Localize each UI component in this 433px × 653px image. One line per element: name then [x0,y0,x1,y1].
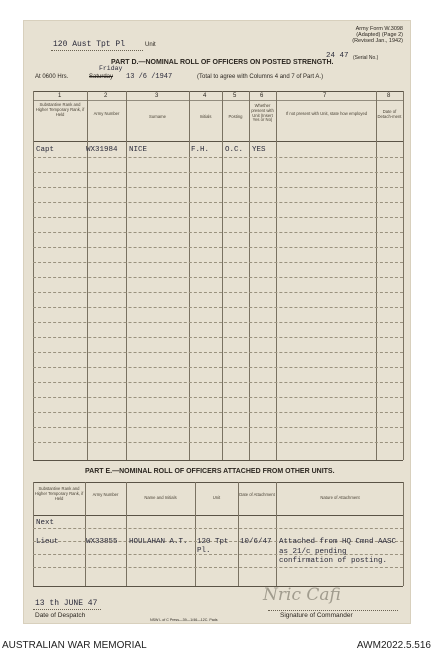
part-e-header-rule [33,515,403,516]
despatch-underline [33,609,101,610]
unit-label: Unit [145,42,156,48]
part-e-top-rule [33,482,403,483]
col-header-detachment: Date of Detach-ment [377,109,402,119]
col-num-5: 5 [233,93,237,99]
e-header-army-number: Army Number [92,492,119,497]
part-d-number-rule [33,100,403,101]
printer-line: NSW L of C Press—39—1/46—12C. Pads [150,618,218,622]
unit-value: 120 Aust Tpt Pl [53,40,126,49]
row-army-number: WX31984 [86,146,118,154]
col-header-surname: Surname [149,114,166,119]
col-num-4: 4 [203,93,207,99]
part-e-bottom-rule [33,586,403,587]
form-id: Army Form W.3098 [355,26,403,32]
part-d-bottom-rule [33,460,403,461]
part-d-top-rule [33,91,403,92]
despatch-value: 13 th JUNE 47 [35,599,98,608]
col-header-employed: If not present with Unit, state how employed [285,111,368,116]
e-row-2-rank: Lieut [36,538,59,546]
col-num-7: 7 [323,93,327,99]
e-row-1-rank: Next [36,519,55,527]
col-header-initials: Initials [199,114,212,119]
part-e-title: PART E.—NOMINAL ROLL OF OFFICERS ATTACHED FROM OTHER UNITS. [85,468,335,475]
serial-value: 24 47 [326,52,349,60]
e-header-unit: Unit [212,495,221,500]
col-header-army-number: Army Number [93,111,120,116]
e-header-name: Name and Initials [144,495,177,500]
col-header-rank: Substantive Rank and Higher Temporary Rank, if Held [35,102,85,117]
date-value: 13 /6 /1947 [126,73,173,81]
unit-underline [51,50,143,51]
row-initials: F.H. [191,146,210,154]
e-row-2-date: 10/6/47 [240,538,272,546]
signature-underline [268,610,398,611]
footer-institution: AUSTRALIAN WAR MEMORIAL [2,640,147,651]
col-num-1: 1 [58,93,62,99]
form-paper [23,20,411,624]
e-row-2-army-number: WX33855 [86,538,118,546]
signature-text: Nric Cafi [263,585,341,605]
col-header-posting: Posting [228,114,243,119]
at-prefix: At 0600 Hrs. [35,74,69,80]
form-adapted: (Adapted) (Page 2) [356,32,403,39]
row-present: YES [252,146,266,154]
part-d-header-rule [33,141,403,142]
footer-accession: AWM2022.5.516 [356,640,431,651]
row-rank: Capt [36,146,55,154]
e-header-nature: Nature of Attachment [320,495,360,500]
commander-signature [263,585,341,605]
e-header-date: Date of Attachment [239,492,275,497]
e-row-2-name: HOULAHAN A.T. [129,538,188,546]
total-note: (Total to agree with Columns 4 and 7 of Part A.) [197,74,324,80]
serial-label: (Serial No.) [353,55,379,61]
row-surname: NICE [129,146,148,154]
day-written: Friday [99,65,123,72]
col-num-6: 6 [260,93,264,99]
despatch-label: Date of Despatch [35,612,86,619]
signature-label: Signature of Commander [280,612,353,619]
form-revised: (Revised Jan., 1942) [352,38,403,45]
part-d-title: PART D.—NOMINAL ROLL OF OFFICERS ON POSTED STRENGTH. [111,59,334,66]
day-printed: Saturday [89,74,114,80]
e-header-rank: Substantive Rank and Higher Temporary Rank, if Held [34,486,84,501]
col-num-2: 2 [104,93,108,99]
col-header-present: Whether present with Unit (Insert Yes or No) [251,103,274,123]
e-row-2-nature: Attached from HQ Cmnd AASC as 21/c pending confirmation of posting. [279,538,397,565]
row-posting: O.C. [225,146,244,154]
e-row-2-unit: 120 Tpt Pl. [197,538,229,555]
col-num-3: 3 [155,93,159,99]
col-num-8: 8 [387,93,391,99]
form-identifier [352,26,403,45]
